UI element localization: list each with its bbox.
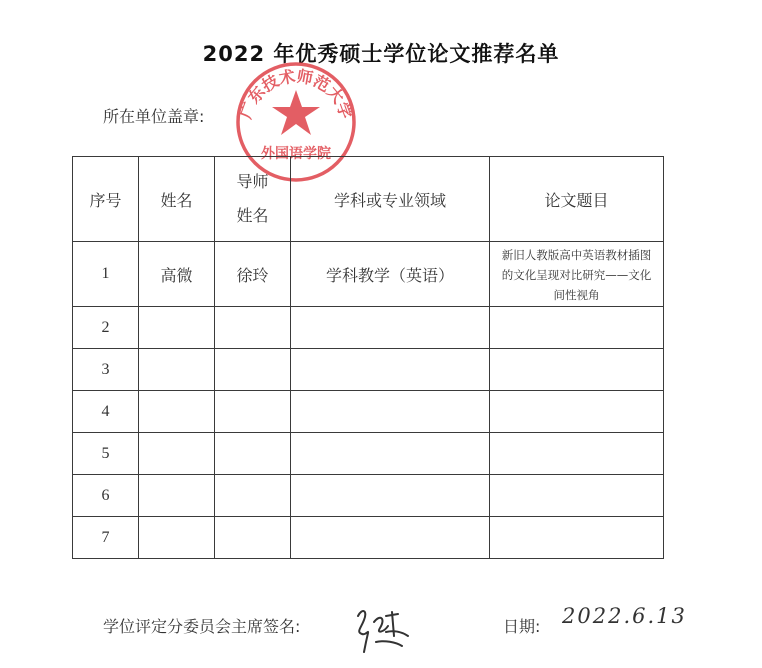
table-row: [73, 391, 664, 433]
svg-text:外国语学院: 外国语学院: [261, 146, 331, 162]
header-seq: 序号: [73, 157, 139, 242]
table-row: [73, 307, 664, 349]
row-name: [139, 349, 215, 391]
table-header-row: [73, 157, 664, 242]
row-thesis: [490, 391, 664, 433]
header-advisor-line1: 导师: [236, 172, 269, 191]
row-field: [291, 433, 490, 475]
row-name: [139, 433, 215, 475]
document-title: 2022 年优秀硕士学位论文推荐名单: [202, 42, 560, 66]
svg-text:广东技术师范大学: 广东技术师范大学: [235, 66, 357, 122]
row-thesis: [490, 433, 664, 475]
recommendation-table: [72, 156, 664, 559]
row-field: [291, 349, 490, 391]
row-thesis: [490, 475, 664, 517]
date-label: 日期:: [503, 617, 541, 636]
row-seq: 5: [73, 433, 139, 475]
header-thesis: 论文题目: [490, 157, 664, 242]
row-field: [291, 307, 490, 349]
row-name: [139, 517, 215, 559]
thesis-line: 间性视角: [553, 288, 600, 302]
row-advisor: [215, 349, 291, 391]
row-advisor: [215, 307, 291, 349]
handwritten-signature-icon: [352, 602, 412, 656]
row-thesis: [490, 242, 664, 307]
thesis-line: 新旧人教版高中英语教材插图: [501, 248, 652, 262]
row-seq: 3: [73, 349, 139, 391]
thesis-line: 的文化呈现对比研究——文化: [501, 268, 652, 282]
row-name: 高微: [139, 242, 215, 307]
header-advisor: [215, 157, 291, 242]
row-field: [291, 475, 490, 517]
header-field: 学科或专业领域: [291, 157, 490, 242]
row-field: [291, 391, 490, 433]
row-name: [139, 475, 215, 517]
row-name: [139, 391, 215, 433]
table-row: [73, 433, 664, 475]
row-field: 学科教学（英语）: [291, 242, 490, 307]
row-field: [291, 517, 490, 559]
row-advisor: 徐玲: [215, 242, 291, 307]
row-advisor: [215, 475, 291, 517]
handwritten-date: 2022.6.13: [562, 604, 687, 628]
row-name: [139, 307, 215, 349]
row-seq: 1: [73, 242, 139, 307]
row-thesis: [490, 349, 664, 391]
table-row: [73, 242, 664, 307]
row-seq: 6: [73, 475, 139, 517]
chair-signature-label: 学位评定分委员会主席签名:: [103, 617, 301, 636]
row-thesis: [490, 517, 664, 559]
row-advisor: [215, 433, 291, 475]
row-seq: 4: [73, 391, 139, 433]
table-row: [73, 349, 664, 391]
header-name: 姓名: [139, 157, 215, 242]
row-thesis: [490, 307, 664, 349]
unit-stamp-label: 所在单位盖章:: [103, 107, 205, 126]
table-row: [73, 517, 664, 559]
row-seq: 2: [73, 307, 139, 349]
row-seq: 7: [73, 517, 139, 559]
row-advisor: [215, 517, 291, 559]
header-advisor-line2: 姓名: [236, 206, 269, 225]
table-row: [73, 475, 664, 517]
row-advisor: [215, 391, 291, 433]
